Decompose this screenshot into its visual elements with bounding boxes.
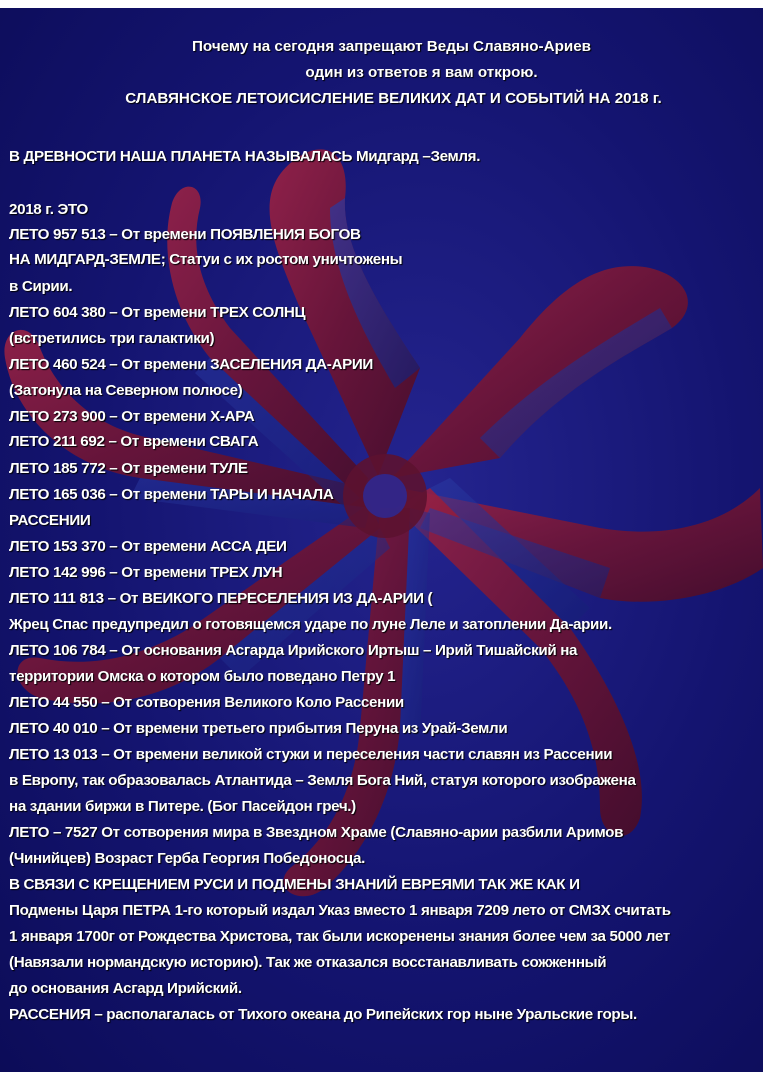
header-line-2: один из ответов я вам открою. xyxy=(305,64,538,81)
chronology-line: ЛЕТО 185 772 – От времени ТУЛЕ xyxy=(9,460,248,477)
header-line-3: СЛАВЯНСКОЕ ЛЕТОИСИСЛЕНИЕ ВЕЛИКИХ ДАТ И СОБЫТИЙ НА 2018 г. xyxy=(125,90,662,107)
chronology-line: (Навязали нормандскую историю). Так же отказался восстанавливать сожженный xyxy=(9,954,607,971)
chronology-line: ЛЕТО 153 370 – От времени АССА ДЕИ xyxy=(9,538,287,555)
chronology-line: (Чинийцев) Возраст Герба Георгия Победоносца. xyxy=(9,850,365,867)
chronology-line: ЛЕТО – 7527 От сотворения мира в Звездном Храме (Славяно-арии разбили Аримов xyxy=(9,824,624,841)
chronology-line: до основания Асгард Ирийский. xyxy=(9,980,242,997)
chronology-line: РАССЕНИЯ – располагалась от Тихого океана до Рипейских гор ныне Уральские горы. xyxy=(9,1006,637,1023)
chronology-line: ЛЕТО 40 010 – От времени третьего прибытия Перуна из Урай-Земли xyxy=(9,720,508,737)
chronology-line: ЛЕТО 273 900 – От времени Х-АРА xyxy=(9,408,255,425)
text-layer xyxy=(0,8,763,1072)
chronology-line: В СВЯЗИ С КРЕЩЕНИЕМ РУСИ И ПОДМЕНЫ ЗНАНИЙ ЕВРЕЯМИ ТАК ЖЕ КАК И xyxy=(9,876,580,893)
chronology-line: ЛЕТО 165 036 – От времени ТАРЫ И НАЧАЛА xyxy=(9,486,334,503)
chronology-line: в Европу, так образовалась Атлантида – Земля Бога Ний, статуя которого изображена xyxy=(9,772,636,789)
chronology-line: ЛЕТО 957 513 – От времени ПОЯВЛЕНИЯ БОГОВ xyxy=(9,226,361,243)
chronology-line: территории Омска о котором было поведано Петру 1 xyxy=(9,668,396,685)
chronology-line: ЛЕТО 13 013 – От времени великой стужи и переселения части славян из Рассении xyxy=(9,746,613,763)
chronology-line: НА МИДГАРД-ЗЕМЛЕ; Статуи с их ростом уничтожены xyxy=(9,251,403,268)
chronology-line: на здании биржи в Питере. (Бог Пасейдон греч.) xyxy=(9,798,356,815)
header-line-1: Почему на сегодня запрещают Веды Славяно-Ариев xyxy=(192,38,591,55)
chronology-line: ЛЕТО 211 692 – От времени СВАГА xyxy=(9,433,259,450)
chronology-line: (Затонула на Северном полюсе) xyxy=(9,382,243,399)
chronology-line: ЛЕТО 44 550 – От сотворения Великого Коло Рассении xyxy=(9,694,404,711)
chronology-line: ЛЕТО 111 813 – От ВЕИКОГО ПЕРЕСЕЛЕНИЯ ИЗ ДА-АРИИ ( xyxy=(9,590,433,607)
chronology-line: 1 января 1700г от Рождества Христова, так были искоренены знания более чем за 5000 лет xyxy=(9,928,670,945)
chronology-line: ЛЕТО 142 996 – От времени ТРЕХ ЛУН xyxy=(9,564,283,581)
chronology-line: Подмены Царя ПЕТРА 1-го который издал Указ вместо 1 января 7209 лето от СМЗХ считать xyxy=(9,902,671,919)
chronology-line: ЛЕТО 604 380 – От времени ТРЕХ СОЛНЦ xyxy=(9,304,306,321)
chronology-line: ЛЕТО 106 784 – От основания Асгарда Ирийского Иртыш – Ирий Тишайский на xyxy=(9,642,578,659)
chronology-line: РАССЕНИИ xyxy=(9,512,91,529)
chronology-line: Жрец Спас предупредил о готовящемся ударе по луне Леле и затоплении Да-арии. xyxy=(9,616,612,633)
chronology-line: 2018 г. ЭТО xyxy=(9,201,88,218)
intro-line: В ДРЕВНОСТИ НАША ПЛАНЕТА НАЗЫВАЛАСЬ Мидгард –Земля. xyxy=(9,148,481,165)
chronology-line: ЛЕТО 460 524 – От времени ЗАСЕЛЕНИЯ ДА-АРИИ xyxy=(9,356,373,373)
chronology-line: (встретились три галактики) xyxy=(9,330,215,347)
poster xyxy=(0,8,763,1072)
chronology-line: в Сирии. xyxy=(9,278,73,295)
